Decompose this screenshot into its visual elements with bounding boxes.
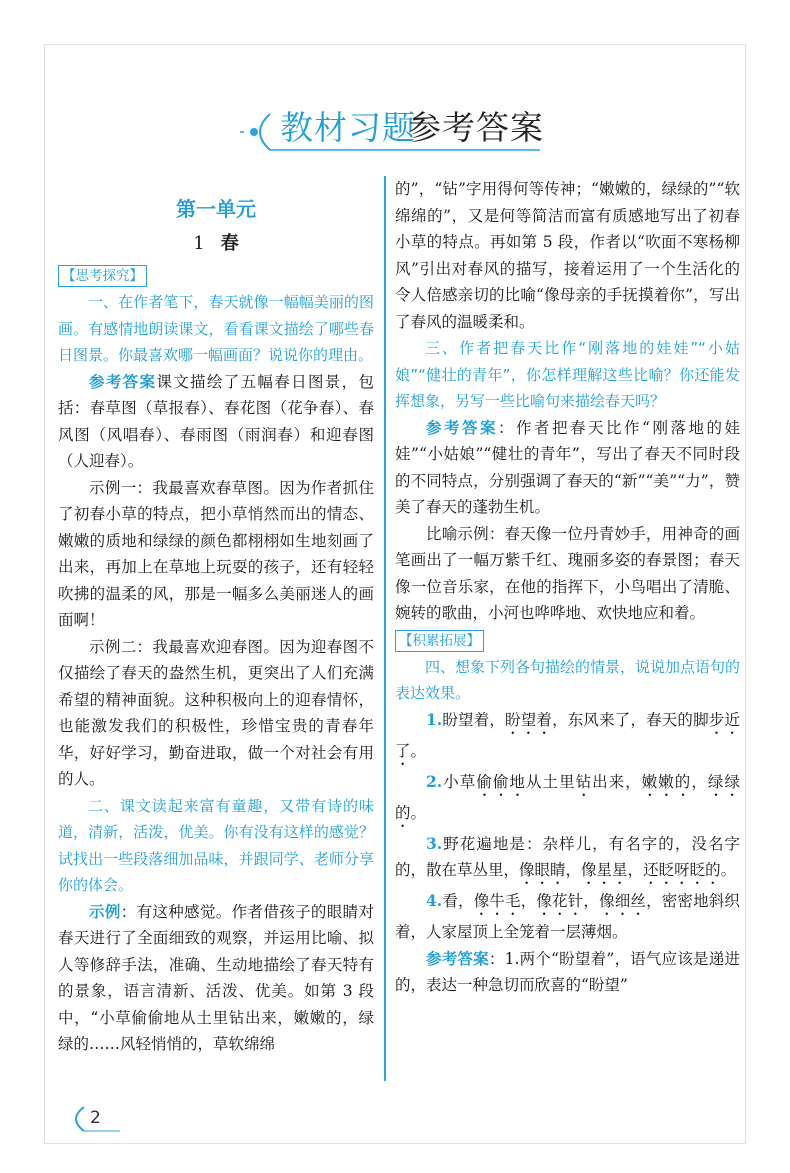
dotted-phrase: 偷偷地 <box>476 772 526 791</box>
sentence-number: 4. <box>426 891 443 910</box>
sentence-text: ， <box>691 772 708 791</box>
dotted-phrase: 像细丝 <box>599 892 647 910</box>
sentence-text: 盼望着， <box>442 710 506 729</box>
dotted-phrase: 像牛毛 <box>473 892 521 910</box>
sentence-text: 野花遍地是：杂样儿，有名字的，没名字的，散在草丛里， <box>395 834 740 879</box>
banner-title-part2: 参考答案 <box>408 108 544 147</box>
dotted-phrase: 嫩嫩的 <box>641 772 692 791</box>
dotted-phrase: 盼望着 <box>505 710 553 729</box>
dotted-phrase: 绿绿的 <box>395 772 740 822</box>
page-number-badge <box>62 1104 122 1134</box>
dotted-phrase: 钻 <box>575 772 593 791</box>
answer-3-metaphor-example: 比喻示例：春天像一位丹青妙手，用神奇的画笔画出了一幅万紫千红、瑰丽多姿的春景图；春天像一位音乐家，在他的指挥下，小鸟唱出了清脆、婉转的歌曲，小河也哗哗地、欢快地应和着。 <box>395 524 740 622</box>
answer-2-continued: 的”，“钻”字用得何等传神；“嫩嫩的，绿绿的”“软绵绵的”，又是何等简洁而富有质感地写出了初春小草的特点。再如第 5 段，作者以“吹面不寒杨柳风”引出对春风的描写，接着运用了一个生活化的令人倍感亲切的比喻“像母亲的手抚摸着你”，写出了春风的温暖柔和。 <box>395 180 740 331</box>
answer-2-text: ：有这种感觉。作者借孩子的眼睛对春天进行了全面细致的观察，并运用比喻、拟人等修辞手法，准确、生动地描绘了春天特有的景象，语言清新、活泼、优美。如第 3 段中，“小草偷偷地从土里钻出来，嫩嫩的，绿绿的……风轻悄悄的，草软绵绵 <box>58 902 374 1053</box>
sentence-text: ，东风来了，春天的脚 <box>552 710 709 729</box>
sentence-text: ， <box>565 861 582 879</box>
lesson-number: 1 <box>193 233 205 254</box>
question-2: 二、课文读起来富有童趣，又带有诗的味道，清新，活泼，优美。你有没有这样的感觉？试找出一些段落细加品味，并跟同学、老师分享你的体会。 <box>58 796 374 894</box>
sentence-4 <box>395 888 740 946</box>
answer-label: 参考答案 <box>89 372 157 391</box>
section-banner <box>240 92 560 162</box>
sentence-text: 出来， <box>592 772 642 791</box>
sentence-text: ， <box>520 892 537 910</box>
question-4: 四、想象下列各句描绘的情景，说说加点语句的表达效果。 <box>395 657 741 702</box>
sentence-text: 从土里 <box>525 772 576 791</box>
answer-4 <box>395 946 740 999</box>
section-tag-extension: 【积累拓展】 <box>395 630 484 652</box>
unit-title: 第一单元 <box>176 197 256 221</box>
sentence-number: 2. <box>426 771 443 791</box>
sentence-number: 1. <box>426 709 443 729</box>
sentence-text: 。 <box>410 741 427 760</box>
dotted-phrase: 像眼睛 <box>519 861 566 879</box>
question-1: 一、在作者笔下，春天就像一幅幅美丽的图画。有感情地朗读课文，看看课文描绘了哪些春日图景。你最喜欢哪一幅画面？说说你的理由。 <box>58 293 374 364</box>
sentence-text: 小草 <box>442 772 477 791</box>
sentence-1 <box>395 707 740 769</box>
lesson-name: 春 <box>220 233 239 254</box>
example-1: 示例一：我最喜欢春草图。因为作者抓住了初春小草的特点，把小草悄然而出的情态、嫩嫩的质地和绿绿的颜色都栩栩如生地刻画了出来，再加上在草地上玩耍的孩子，还有轻轻吹拂的温柔的风，那是一幅多么美丽迷人的画面啊！ <box>58 478 374 629</box>
answer-label: 参考答案 <box>426 949 489 968</box>
lesson-title <box>58 230 374 258</box>
sentence-text: ， <box>627 861 644 879</box>
left-column <box>58 176 374 1058</box>
right-column <box>395 176 740 999</box>
sentence-text: 看， <box>442 892 474 910</box>
example-2: 示例二：我最喜欢迎春图。因为迎春图不仅描绘了春天的盎然生机，更突出了人们充满希望的精神面貌。这种积极向上的迎春情怀，也能激发我们的积极性，珍惜宝贵的青春年华，好好学习，勤奋进取，做一个对社会有用的人。 <box>58 637 374 788</box>
section-tag-thinking: 【思考探究】 <box>58 265 147 287</box>
answer-label: 示例 <box>89 902 121 921</box>
answer-4-text: ：1.两个“盼望着”，语气应该是递进的，表达一种急切而欣喜的“盼望” <box>395 949 740 994</box>
sentence-number: 3. <box>426 833 443 853</box>
sentence-text: ，密密地斜织着，人家屋顶上全笼着一层薄烟。 <box>395 892 740 941</box>
answer-label: 参考答案 <box>426 418 499 437</box>
banner-title-part1: 教材习题 <box>280 108 416 147</box>
sentence-2 <box>395 769 740 831</box>
dotted-phrase: 像花针 <box>536 892 584 910</box>
answer-1 <box>58 369 374 475</box>
sentence-3 <box>395 831 740 889</box>
column-divider <box>384 176 386 1081</box>
dotted-phrase: 还眨呀眨的 <box>643 861 721 879</box>
answer-3-text: ：作者把春天比作“刚落地的娃娃”“小姑娘”“健壮的青年”，写出了春天不同时段的不同特点，分别强调了春天的“新”“美”“力”，赞美了春天的蓬勃生机。 <box>395 418 740 516</box>
sentence-text: 。 <box>410 803 427 822</box>
answer-1-text: 课文描绘了五幅春日图景，包括：春草图（草报春）、春花图（花争春）、春风图（风唱春）、春雨图（雨润春）和迎春图（人迎春）。 <box>58 372 374 470</box>
sentence-text: ， <box>583 892 600 910</box>
question-3: 三、作者把春天比作“刚落地的娃娃”“小姑娘”“健壮的青年”，你怎样理解这些比喻？你还能发挥想象，另写一些比喻句来描绘春天吗？ <box>395 339 740 410</box>
dotted-phrase: 步近了 <box>395 710 740 760</box>
sentence-text: 。 <box>720 861 737 879</box>
dotted-phrase: 像星星 <box>581 861 628 879</box>
answer-3 <box>395 415 740 521</box>
answer-2 <box>58 899 374 1058</box>
page-number: 2 <box>90 1108 101 1128</box>
